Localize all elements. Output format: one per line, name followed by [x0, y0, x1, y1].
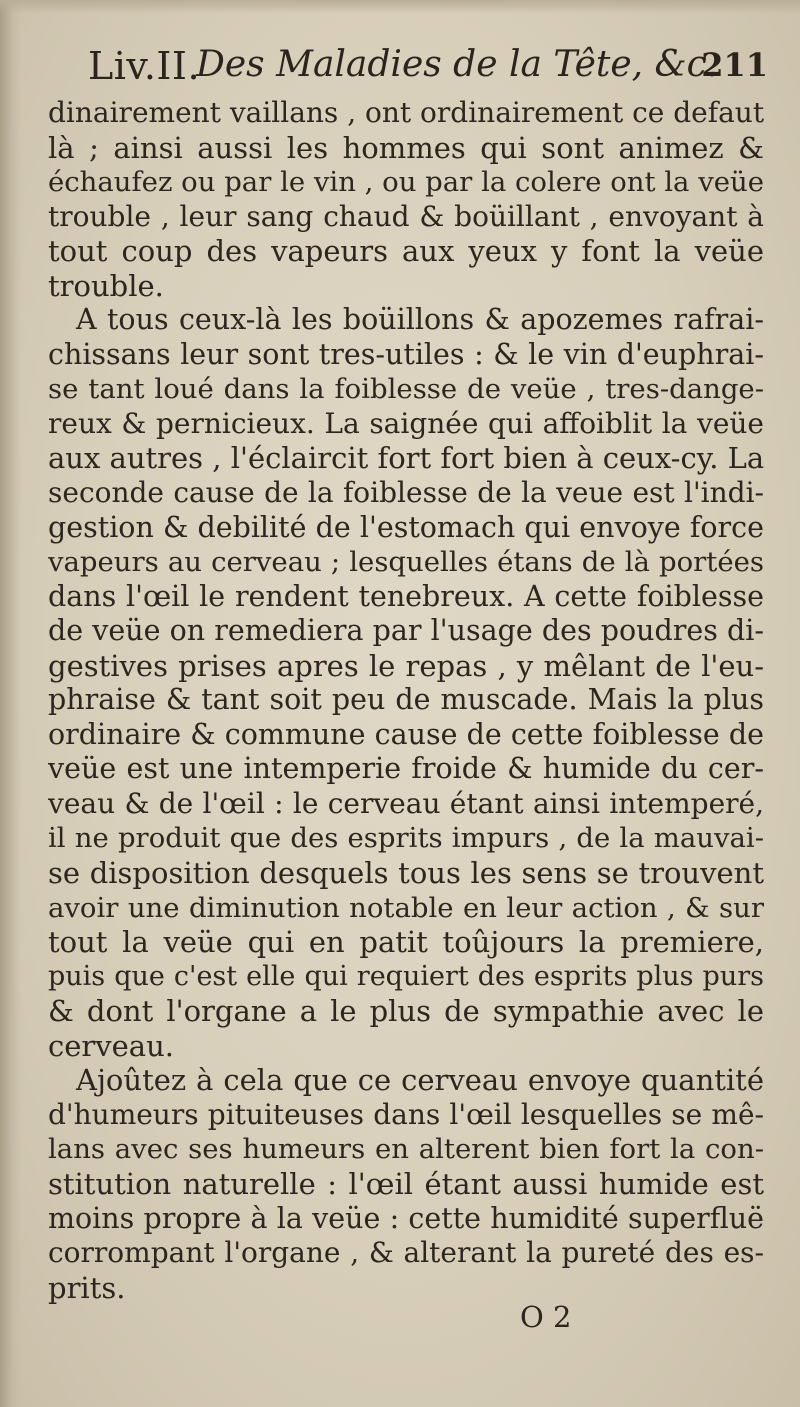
text-line: stitution naturelle : l'œil étant aussi humide est: [48, 1166, 764, 1201]
body-text: [48, 96, 764, 1305]
text-line: dinairement vaillans , ont ordinairement ce defaut: [48, 96, 764, 129]
text-line: prits.: [48, 1270, 126, 1305]
text-line: là ; ainsi aussi les hommes qui sont animez &: [48, 130, 764, 165]
text-line: cerveau.: [48, 1028, 174, 1063]
text-line: se tant loué dans la foiblesse de veüe , tres-dange-: [48, 373, 764, 406]
text-line: reux & pernicieux. La saignée qui affoiblit la veüe: [48, 406, 764, 440]
page-top-shadow: [0, 0, 800, 14]
text-line: tout la veüe qui en patit toûjours la premiere,: [48, 925, 764, 960]
text-line: veüe est une intemperie froide & humide du cer-: [48, 752, 764, 786]
book-number: Liv.II.: [88, 44, 201, 88]
text-line: puis que c'est elle qui requiert des esprits plus purs: [48, 960, 764, 992]
text-line: trouble.: [48, 268, 164, 303]
text-line: lans avec ses humeurs en alterent bien fort la con-: [48, 1133, 764, 1166]
text-line: trouble , leur sang chaud & boüillant , envoyant à: [48, 199, 764, 233]
text-line: & dont l'organe a le plus de sympathie avec le: [48, 994, 764, 1029]
text-line: dans l'œil le rendent tenebreux. A cette foiblesse: [48, 579, 764, 613]
text-line: de veüe on remediera par l'usage des poudres di-: [48, 614, 764, 648]
signature-mark-text: O 2: [520, 1300, 572, 1334]
text-line: veau & de l'œil : le cerveau étant ainsi intemperé,: [48, 786, 764, 820]
text-line: vapeurs au cerveau ; lesquelles étans de là portées: [48, 546, 764, 579]
text-line: gestives prises apres le repas , y mêlant de l'eu-: [48, 648, 764, 683]
page-number: 211: [701, 46, 768, 84]
text-line: se disposition desquels tous les sens se trouvent: [48, 856, 764, 891]
text-line: échaufez ou par le vin , ou par la colere ont la veüe: [48, 166, 764, 199]
text-line: Ajoûtez à cela que ce cerveau envoye quantité: [76, 1063, 764, 1098]
text-line: moins propre à la veüe : cette humidité superfluë: [48, 1201, 764, 1235]
page-gutter-shadow: [0, 0, 22, 1407]
text-line: aux autres , l'éclaircit fort fort bien à ceux-cy. La: [48, 441, 764, 476]
running-head: [88, 44, 768, 94]
text-line: avoir une diminution notable en leur action , & sur: [48, 891, 764, 924]
text-line: tout coup des vapeurs aux yeux y font la veüe: [48, 234, 764, 269]
text-line: seconde cause de la foiblesse de la veue est l'indi-: [48, 476, 764, 510]
text-line: d'humeurs pituiteuses dans l'œil lesquelles se mê-: [48, 1097, 764, 1131]
text-line: phraise & tant soit peu de muscade. Mais la plus: [48, 683, 764, 717]
text-line: ordinaire & commune cause de cette foiblesse de: [48, 717, 764, 751]
running-title: Des Maladies de la Tête, &c.: [196, 44, 719, 85]
text-line: gestion & debilité de l'estomach qui envoye force: [48, 510, 764, 544]
text-line: il ne produit que des esprits impurs , de la mauvai-: [48, 822, 764, 855]
text-line: chissans leur sont tres-utiles : & le vin d'euphrai-: [48, 337, 764, 371]
text-line: A tous ceux-là les boüillons & apozemes rafrai-: [76, 303, 764, 337]
signature-mark: [520, 1300, 640, 1340]
text-line: corrompant l'organe , & alterant la pureté des es-: [48, 1236, 764, 1270]
